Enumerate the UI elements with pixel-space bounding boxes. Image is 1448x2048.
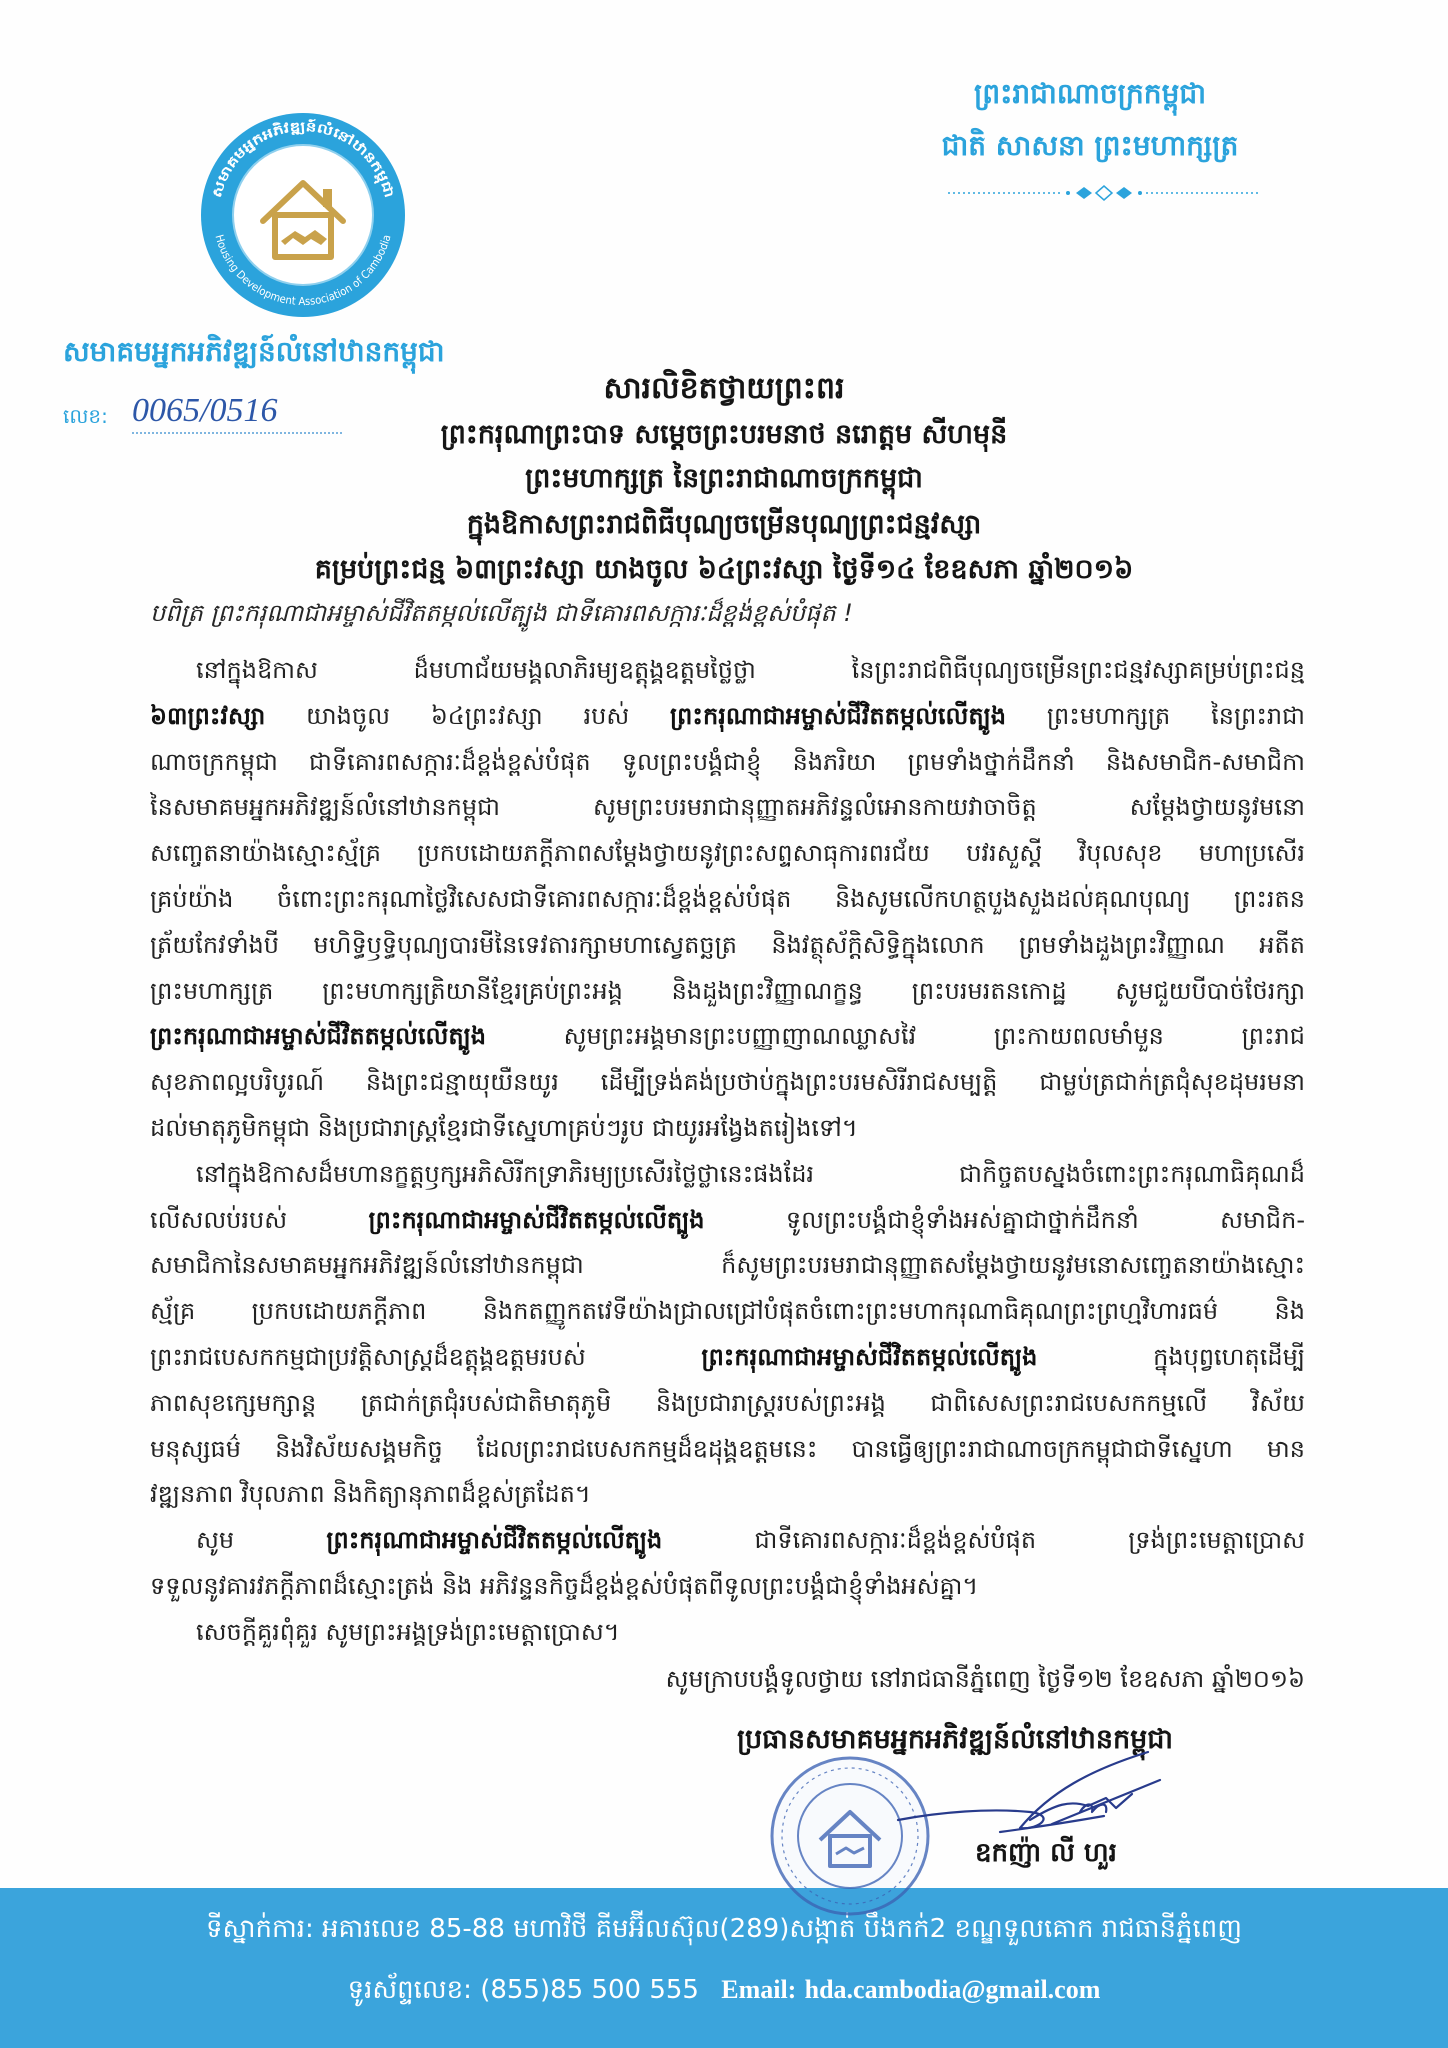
phone-number: (855)85 500 555 [480, 1975, 699, 2005]
emphasized-text: ព្រះករុណាជាអម្ចាស់ជីវិតតម្កល់លើត្បូង [670, 701, 1007, 730]
body-line [150, 1427, 1305, 1473]
body-line [150, 969, 1305, 1015]
body-line [150, 1014, 1305, 1060]
emphasized-text: ព្រះករុណាជាអម្ចាស់ជីវិតតម្កល់លើត្បូង [326, 1526, 663, 1555]
body-text: នៅក្នុងឱកាស ដ៏មហាជ័យមង្គលាភិរម្យឧត្តុង្គឧត្តមថ្លៃថ្លា នៃព្រះរាជពិធីបុណ្យចម្រើនព្រះជន្មវស្សាគម្រប់ព្រះជន្ម [196, 656, 1305, 684]
body-text: ក្នុងបុព្វហេតុដើម្បី [1037, 1342, 1305, 1371]
footer-address: ទីស្នាក់ការ: អគារលេខ 85-88 មហាវិថី គីមអ៊ីលស៊ុល(289)សង្កាត់ បឹងកក់2 ខណ្ឌទួលគោក រាជធានីភ្នំពេញ [205, 1914, 1243, 1944]
body-text: ភាពសុខក្សេមក្សាន្ត ត្រជាក់ត្រជុំរបស់ជាតិមាតុភូមិ និងប្រជារាស្ត្ររបស់ព្រះអង្គ ជាពិសេសព្រះរាជបេសកកម្មលើ វិស័យ [150, 1388, 1305, 1417]
email-label: Email: [721, 1975, 797, 2004]
body-line [150, 1060, 1305, 1106]
letter-title: សារលិខិតថ្វាយព្រះពរ [603, 371, 845, 406]
body-text: សមាជិកានៃសមាគមអ្នកអភិវឌ្ឍន៍លំនៅឋានកម្ពុជា ក៏សូមព្រះបរមរាជានុញ្ញាតសម្តែងថ្វាយនូវមនោសញ្ចេតនាយ៉ាងស្មោះ [150, 1251, 1305, 1280]
salutation: បពិត្រ ព្រះករុណាជាអម្ចាស់ជីវិតតម្កល់លើត្បូង ជាទីគោរពសក្ការៈដ៏ខ្ពង់ខ្ពស់បំផុត ! [150, 599, 853, 627]
body-line [150, 785, 1305, 831]
body-line [150, 1243, 1305, 1289]
emphasized-text: ព្រះករុណាជាអម្ចាស់ជីវិតតម្កល់លើត្បូង [368, 1205, 705, 1234]
signature [880, 1742, 1180, 1852]
body-text: គ្រប់យ៉ាង ចំពោះព្រះករុណាថ្លៃវិសេសជាទីគោរពសក្ការៈដ៏ខ្ពង់ខ្ពស់បំផុត និងសូមលើកហត្ថបួងសួងដល់គុណបុណ្យ ព្រះរតន [150, 884, 1305, 913]
body-line [150, 1472, 1305, 1518]
body-text: វឌ្ឍនភាព វិបុលភាព និងកិត្យានុភាពដ៏ខ្ពស់ត្រដែត។ [150, 1480, 591, 1509]
body-text: ព្រះមហាក្សត្រ ព្រះមហាក្សត្រិយានីខ្មែរគ្រប់ព្រះអង្គ និងដួងព្រះវិញ្ញាណក្ខន្ធ ព្រះបរមរតនកោដ្ឋ សូមជួយបីបាច់ថែរក្សា [150, 976, 1305, 1005]
national-motto: ជាតិ សាសនា ព្រះមហាក្សត្រ [941, 129, 1239, 162]
letter-body [150, 648, 1305, 1656]
body-text: ទូលព្រះបង្គំជាខ្ញុំទាំងអស់គ្នាជាថ្នាក់ដឹកនាំ សមាជិក- [704, 1205, 1305, 1234]
body-text: សញ្ចេតនាយ៉ាងស្មោះស្ម័គ្រ ប្រកបដោយភក្តីភាពសម្តែងថ្វាយនូវព្រះសព្ទសាធុការពរជ័យ បវរសួស្តី វិបុលសុខ មហាប្រសើរ [150, 839, 1305, 868]
body-line [150, 1106, 1305, 1152]
body-line [150, 694, 1305, 740]
logo-text-khmer: សមាគមអ្នកអភិវឌ្ឍន៍លំនៅឋានកម្ពុជា [209, 119, 396, 200]
signer-name: ឧកញ៉ា លី ហួរ [975, 1838, 1117, 1868]
phone-label: ទូរស័ព្ទលេខ: [347, 1975, 472, 2005]
body-line [150, 740, 1305, 786]
email-address: hda.cambodia@gmail.com [804, 1975, 1101, 2004]
organization-logo [199, 111, 407, 319]
body-line [150, 1289, 1305, 1335]
organization-name: សមាគមអ្នកអភិវឌ្ឍន៍លំនៅឋានកម្ពុជា [63, 335, 445, 368]
title-line: ក្នុងឱកាសព្រះរាជពិធីបុណ្យចម្រើនបុណ្យព្រះជន្មវស្សា [466, 509, 982, 540]
title-line: ព្រះមហាក្សត្រ នៃព្រះរាជាណាចក្រកម្ពុជា [525, 463, 923, 494]
body-text: សូម [196, 1526, 327, 1555]
body-text: នៅក្នុងឱកាសដ៏មហានក្ខត្តឫក្សអភិសិរីកទ្រាភិរម្យប្រសើរថ្លៃថ្លានេះផងដែរ ជាកិច្ចតបស្នងចំពោះព្រះករុណាធិគុណដ៏ [196, 1159, 1305, 1188]
ornament-divider [944, 183, 1264, 203]
title-line: ព្រះករុណាព្រះបាទ សម្តេចព្រះបរមនាថ នរោត្តម សីហមុនី [440, 419, 1008, 450]
body-text: ណាចក្រកម្ពុជា ជាទីគោរពសក្ការៈដ៏ខ្ពង់ខ្ពស់បំផុត ទូលព្រះបង្គំជាខ្ញុំ និងភរិយា ព្រមទាំងថ្នាក់ដឹកនាំ និងសមាជិក-សមាជិកា [150, 747, 1305, 776]
reference-label: លេខ: [63, 404, 108, 428]
footer-contact [40, 1966, 1408, 2014]
body-text: ព្រះរាជបេសកកម្មជាប្រវត្តិសាស្ត្រដ៏ឧត្តុង្គឧត្តមរបស់ [150, 1342, 702, 1371]
body-text: ដល់មាតុភូមិកម្ពុជា និងប្រជារាស្ត្រខ្មែរជាទីស្នេហាគ្រប់ៗរូប ជាយូរអង្វែងតរៀងទៅ។ [150, 1113, 858, 1142]
body-line [150, 1518, 1305, 1564]
body-line [150, 1610, 1305, 1656]
logo-text-english: Housing Development Association of Cambodia [212, 232, 394, 309]
body-line [150, 1152, 1305, 1198]
body-text: ស្ម័គ្រ ប្រកបដោយភក្តីភាព និងកតញ្ញូកតវេទីយ៉ាងជ្រាលជ្រៅបំផុតចំពោះព្រះមហាករុណាធិគុណព្រះព្រហ្មវិហារធម៌ និង [150, 1297, 1305, 1326]
body-text: សុខភាពល្អបរិបូរណ៍ និងព្រះជន្មាយុយឺនយូរ ដើម្បីទ្រង់គង់ប្រថាប់ក្នុងព្រះបរមសិរីរាជសម្បត្តិ ជាម្លប់ត្រជាក់ត្រជុំសុខដុមរមនា [150, 1068, 1305, 1097]
body-line [150, 923, 1305, 969]
body-line [150, 1335, 1305, 1381]
body-line [150, 831, 1305, 877]
body-text: នៃសមាគមអ្នកអភិវឌ្ឍន៍លំនៅឋានកម្ពុជា សូមព្រះបរមរាជានុញ្ញាតអភិវន្ទលំអោនកាយវាចាចិត្ត សម្តែងថ្វាយនូវមនោ [150, 793, 1305, 822]
emphasized-text: ៦៣ព្រះវស្សា [150, 701, 266, 730]
body-text: មនុស្សធម៌ និងវិស័យសង្គមកិច្ច ដែលព្រះរាជបេសកកម្មដ៏ឧដុង្គឧត្តមនេះ បានធ្វើឲ្យព្រះរាជាណាចក្រកម្ពុជាជាទីស្នេហា មាន [150, 1434, 1305, 1463]
signer-title: ប្រធានសមាគមអ្នកអភិវឌ្ឍន៍លំនៅឋានកម្ពុជា [737, 1724, 1173, 1755]
body-text: សេចក្តីគួរពុំគួរ សូមព្រះអង្គទ្រង់ព្រះមេត្តាប្រោស។ [196, 1617, 620, 1646]
body-text: យាងចូល ៦៤ព្រះវស្សា របស់ [265, 701, 671, 730]
body-text: ជាទីគោរពសក្ការៈដ៏ខ្ពង់ខ្ពស់បំផុត ទ្រង់ព្រះមេត្តាប្រោស [662, 1526, 1305, 1555]
body-line [150, 877, 1305, 923]
date-line: សូមក្រាបបង្គំទូលថ្វាយ នៅរាជធានីភ្នំពេញ ថ្ងៃទី១២ ខែឧសភា ឆ្នាំ២០១៦ [665, 1665, 1305, 1693]
body-text: ទទួលនូវគារវភក្តីភាពដ៏ស្មោះត្រង់ និង អភិវន្ទនកិច្ចដ៏ខ្ពង់ខ្ពស់បំផុតពីទូលព្រះបង្គំជាខ្ញុំទាំងអស់គ្នា។ [150, 1571, 979, 1600]
body-text: លើសលប់របស់ [150, 1205, 369, 1234]
kingdom-heading: ព្រះរាជាណាចក្រកម្ពុជា [973, 77, 1206, 110]
title-line: គម្រប់ព្រះជន្ម ៦៣ព្រះវស្សា យាងចូល ៦៤ព្រះវស្សា ថ្ងៃទី១៤ ខែឧសភា ឆ្នាំ២០១៦ [314, 554, 1134, 585]
body-line [150, 1198, 1305, 1244]
body-text: ព្រះមហាក្សត្រ នៃព្រះរាជា [1006, 701, 1305, 730]
emphasized-text: ព្រះករុណាជាអម្ចាស់ជីវិតតម្កល់លើត្បូង [150, 1022, 486, 1051]
body-text: សូមព្រះអង្គមានព្រះបញ្ញាញាណឈ្លាសវៃ ព្រះកាយពលមាំមួន ព្រះរាជ [485, 1022, 1305, 1051]
body-line [150, 648, 1305, 694]
body-line [150, 1564, 1305, 1610]
body-text: ត្រ័យកែវទាំងបី មហិទ្ធិឫទ្ធិបុណ្យបារមីនៃទេវតារក្សាមហាស្វេតច្ឆត្រ និងវត្ថុស័ក្តិសិទ្ធិក្នុងលោក ព្រមទាំងដួងព្រះវិញ្ញាណ អតីត [150, 930, 1305, 959]
emphasized-text: ព្រះករុណាជាអម្ចាស់ជីវិតតម្កល់លើត្បូង [701, 1342, 1038, 1371]
body-line [150, 1381, 1305, 1427]
reference-number: 0065/0516 [132, 388, 342, 434]
